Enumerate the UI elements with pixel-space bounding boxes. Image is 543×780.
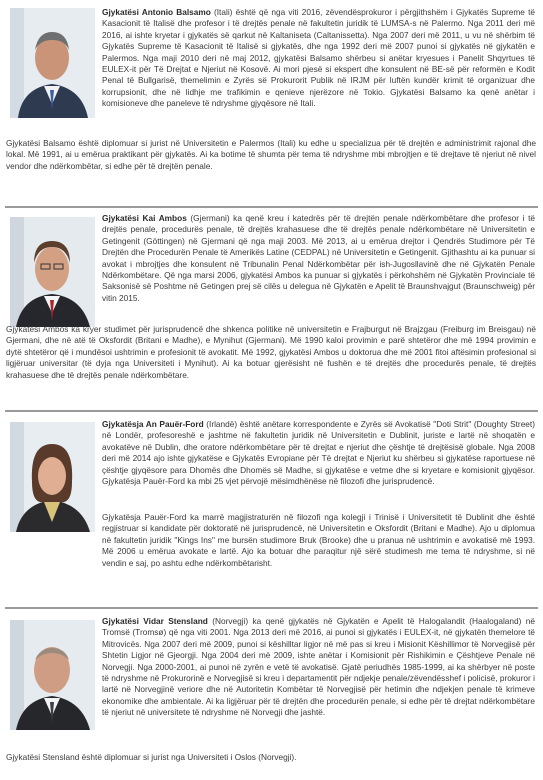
judge-name: Gjykatësi Kai Ambos bbox=[102, 213, 187, 223]
judge-name: Gjykatësi Antonio Balsamo bbox=[102, 7, 211, 17]
judge-bio-intro bbox=[102, 213, 535, 304]
section-divider bbox=[5, 410, 538, 412]
judge-photo-ambos bbox=[10, 217, 95, 327]
judge-name: Gjykatësja An Pauër-Ford bbox=[102, 419, 204, 429]
section-divider bbox=[5, 607, 538, 609]
judge-bio-intro bbox=[102, 419, 535, 487]
judge-bio-more: Gjykatësi Stensland është diplomuar si jurist nga Universiteti i Oslos (Norvegji). bbox=[6, 752, 297, 762]
judge-bio-intro-text: (Norvegji) ka qenë gjykatës në Gjykatën e Apelit të Halogalandit (Haalogaland) në Tromsë (Tromsø) që nga viti 2001. Nga 2013 deri më 2016, ai punoi si gjykatës i EULEX-it, në gjykatën themelore të Mitrovicës. Nga 2007 deri më 2009, punoi si këshilltar ligjor në më pas si kreu i Misionit Këshillimor të Norvegjisë për Shtetin Ligjor në Gjeorgji. Nga 2004 deri më 2009, ishte anëtar i Komisionit për Rishikimin e Çështjeve Penale në Norvegji. Nga 2000-2001, ai punoi në zyrën e vetë të avokatisë. Gjatë periudhës 1985-1999, ai ka shërbyer në poste të ndryshme në Prokurorinë e Norvegjisë si kreu i departamentit për ndjekje penale/zëvendësshef i policisë, prokuror i lartë në Norvegjinë veriore dhe në Autoritetin Kombëtar të Norvegjisë për hetimin dhe ndjekjen penale të krimeve ekonomike dhe ambientale. Ai ka ligjëruar për të drejtën dhe procedurën penale, si edhe për të drejtat ndërkombëtare të njeriut në universitete të ndryshme në Norvegji dhe jashtë. bbox=[102, 616, 535, 718]
judge-bio-more: Gjykatësi Ambos ka kryer studimet për jurisprudencë dhe shkenca politike në universitetin e Frajburgut në Brajzgau (Freiburg im Breisgau) në Gjermani, dhe në atë të Oksfordit (Britani e Madhe), e Mynihut (Gjermani). Më 1990 kaloi provimin e parë shtetëror dhe më 1994 provimin e dytë shtetëror që i mundësoi ushtrimin e profesionit të avokatit. Më 1992, gjykatësi Ambos u doktorua dhe më 2001 fitoi aftësimin profesional si ligjëruar universitar (të dyja nga Universiteti i Mynihut). Ai ka botuar gjerësisht në fushën e të drejtës dhe procedurës penale, të drejtës krahasuese dhe të drejtës penale ndërkombëtare. bbox=[6, 324, 536, 380]
judge-photo-stensland bbox=[10, 620, 95, 730]
judge-bio-intro bbox=[102, 7, 535, 110]
section-divider bbox=[5, 206, 538, 208]
judge-bio-intro-text: (Gjermani) ka qenë kreu i katedrës për të drejtën penale ndërkombëtare dhe profesor i të drejtës penale, procedurës penale, të drejtës krahasuese dhe të drejtës penale ndërkombëtare në Universitetin e Getingenit (Göttingen) në Gjermani që nga maji 2003. Më 2013, ai u emërua drejtor i Qendrës Studimore për Të Drejtën dhe Procedurën Penale të Amerikës Latine (CEDPAL) në Universitetin e Getingenit. Gjithashtu ai ka punuar si avokat i mbrojtjes dhe konsulent në Tribunalin Penal Ndërkombëtar për ish-Jugosllavinë dhe në Gjykatën Penale Ndërkombëtare. Që nga marsi 2006, gjykatësi Ambos ka punuar si gjykatës i përkohshëm në Gjykatën Provinciale të Saksonisë së Poshtme në Getingen prej së cilës u delegua në Gjykatën e Apelit të Braunshvajgut (Braunschweig) për vitin 2015. bbox=[102, 213, 535, 303]
judge-bio-intro-text: (Itali) është që nga viti 2016, zëvendësprokuror i përgjithshëm i Gjykatës Supreme të Kasacionit të Italisë dhe profesor i të drejtës penale në fakultetin juridik të LUMSA-s në Palermo. Nga 2011 deri më 2016, ai ishte kryetar i gjykatës së qarkut në Kaltaniseta (Caltanissetta). Nga 2007 deri më 2011, u vu në shërbim të Gjykatës Supreme të Kasacionit të Italisë si gjykatës, dhe nga 1992 deri më 2007 punoi si gjykatës në gjykatën e Palermos. Nga maji 2010 deri në maj 2012, gjykatësi Balsamo shërbeu si anëtar kryesues i Panelit Shqyrtues të EULEX-it për Të Drejtat e Njeriut në Kosovë. Ai mori pjesë si ekspert dhe konsulent në BE-së për reformën e Kodit Penal të Bullgarisë, themelimin e Zyrës së Prokurorit Publik në IRJM për luftën kundër krimit të organizuar dhe korrupsionit, dhe në lidhje me trafikimin e qenieve njerëzore në Tokio. Gjykatësi Balsamo ka qenë anëtar i komisioneve dhe paneleve të ndryshme gjyqësore në Itali. bbox=[102, 7, 535, 109]
judge-bio-more: Gjykatësja Pauër-Ford ka marrë magjistraturën në filozofi nga kolegji i Trinisë i Universitetit të Dublinit dhe është regjistruar si kandidate për doktoratë në jurisprudencë, në Universitetin e Oksfordit (Britani e Madhe). Ajo u diplomua në fakultetin juridik "Kings Ins" me bursën studimore Bruk (Brooke) dhe u pranua në ushtrimin e avokatisë më 1993. Më 2006 u emërua avokate e lartë. Ajo ka botuar dhe paraqitur një sërë studimesh me tema të ndryshme, si në vendin e saj, po ashtu edhe ndërkombëtarisht. bbox=[102, 512, 535, 568]
judge-bio-intro-text: (Irlandë) është anëtare korrespondente e Zyrës së Avokatisë "Doti Strit" (Doughty Street) në Londër, profesoreshë e jashtme në fakultetin juridik në Universitetin e Dublinit, juriste e lartë në shoqatën e avokatëve në Dublin, dhe oratore ndërkombëtare për të drejtat e njeriut dhe çështje të drejtësisë globale. Nga 2008 deri më 2014 ajo ishte gjykatëse e Gjykatës Evropiane për Të drejtat e Njeriut ku shërbeu si gjykatëse raportuese në çështje gjyqësore para Dhomës dhe Dhomës së Madhe, si gjykatëse e vetme dhe si kryetare e komisionit gjyqësor. Gjykatësja Pauër-Ford ka mbi 25 vjet përvojë mësimdhënëse në filozofi dhe jurisprudencë. bbox=[102, 419, 535, 487]
judge-entry-balsamo bbox=[0, 0, 543, 205]
judge-name: Gjykatësi Vidar Stensland bbox=[102, 616, 208, 626]
judge-bio-more: Gjykatësi Balsamo është diplomuar si jurist në Universitetin e Palermos (Itali) ku edhe u specializua për të drejtën e administrimit rajonal dhe lokal. Më 1991, ai u emërua praktikant për gjykatës. Ai ka botime të shumta për tema të ndryshme mbi mbrojtjen e të drejtave të njeriut në nivel vendor dhe ndërkombëtar, si edhe për të drejtën penale. bbox=[6, 138, 536, 171]
judge-entry-power-ford bbox=[0, 414, 543, 604]
judge-entry-stensland bbox=[0, 612, 543, 780]
judge-photo-balsamo bbox=[10, 8, 95, 118]
judge-bio-intro bbox=[102, 616, 535, 719]
judge-entry-ambos bbox=[0, 210, 543, 408]
judge-photo-power-ford bbox=[10, 422, 95, 532]
